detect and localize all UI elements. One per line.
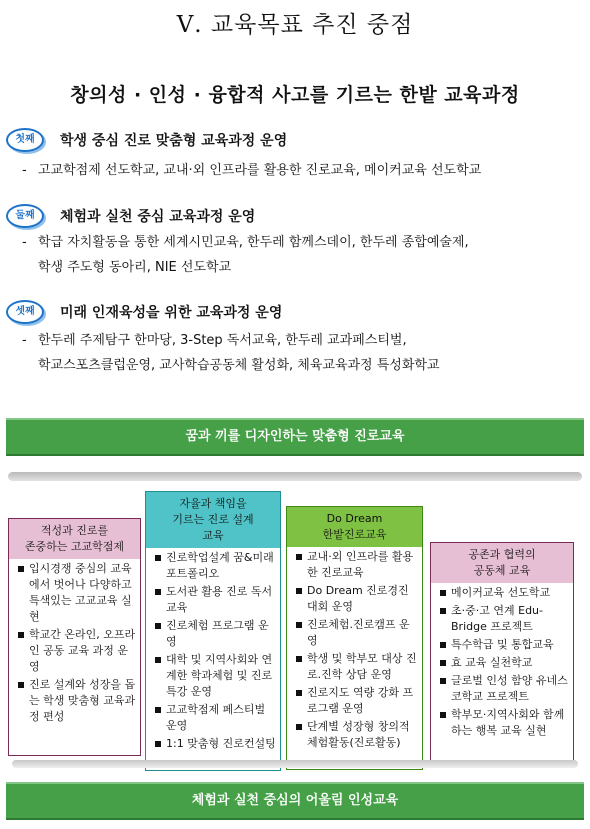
card-self-design [145, 491, 281, 771]
card-career-credit [8, 518, 141, 756]
goal-title: 학생 중심 진로 맞춤형 교육과정 운영 [60, 133, 288, 149]
goal-description: - 고교학점제 선도학교, 교내·외 인프라를 활용한 진로교육, 메이커교육 선도학교 [22, 163, 482, 178]
card-heading: 적성과 진로를 존중하는 고교학점제 [9, 519, 140, 559]
list-item: 도서관 활용 진로 독서교육 [155, 584, 276, 616]
goal-title: 미래 인재육성을 위한 교육과정 운영 [60, 305, 283, 321]
goal-badge: 셋째 [6, 300, 44, 324]
list-item: 특수학급 및 통합교육 [440, 637, 569, 653]
list-item: 진로 설계와 성장을 돕는 학생 맞춤형 교육과정 편성 [18, 677, 136, 725]
goal-title: 체험과 실천 중심 교육과정 운영 [60, 209, 256, 225]
goal-badge: 둘째 [6, 204, 44, 228]
list-item: 교내·외 인프라를 활용한 진로교육 [296, 549, 418, 581]
list-item: 단계별 성장형 창의적 체험활동(진로활동) [296, 719, 418, 751]
top-banner: 꿈과 끼를 디자인하는 맞춤형 진로교육 [6, 418, 584, 456]
card-list [287, 547, 422, 751]
card-list [146, 548, 280, 752]
roof-divider [8, 472, 582, 481]
list-item: 초·중·고 연계 Edu-Bridge 프로젝트 [440, 603, 569, 635]
card-heading: 공존과 협력의 공동체 교육 [431, 543, 573, 583]
card-heading: 자율과 책임을 기르는 진로 설계 교육 [146, 492, 280, 548]
list-item: 진로체험.진로캠프 운영 [296, 617, 418, 649]
goal-description: - 한두레 주제탐구 한마당, 3-Step 독서교육, 한두레 교과페스티벌, 학교스포츠클럽운영, 교사학습공동체 활성화, 체육교육과정 특성화학교 [22, 333, 440, 373]
card-list [9, 559, 140, 725]
list-item: 학생 및 학부모 대상 진로.진학 상담 운영 [296, 651, 418, 683]
page-subtitle: 창의성 · 인성 · 융합적 사고를 기르는 한밭 교육과정 [70, 84, 520, 106]
list-item: 고교학점제 페스티벌 운영 [155, 702, 276, 734]
list-item: 글로벌 인성 함양 유네스코학교 프로젝트 [440, 673, 569, 705]
page-title: Ⅴ. 교육목표 추진 중점 [176, 12, 414, 38]
goal-badge: 첫째 [6, 128, 44, 152]
bottom-banner: 체험과 실천 중심의 어울림 인성교육 [6, 782, 584, 820]
list-item: Do Dream 진로경진대회 운영 [296, 583, 418, 615]
list-item: 대학 및 지역사회와 연계한 학과체험 및 진로특강 운영 [155, 652, 276, 700]
list-item: 1:1 맞춤형 진로컨설팅 [155, 736, 276, 752]
list-item: 진로학업설계 꿈&미래 포트폴리오 [155, 550, 276, 582]
list-item: 학교간 온라인, 오프라인 공동 교육 과정 운영 [18, 627, 136, 675]
list-item: 입시경쟁 중심의 교육에서 벗어나 다양하고 특색있는 고교교육 실현 [18, 561, 136, 625]
card-community [430, 542, 574, 762]
goal-description: - 학급 자치활동을 통한 세계시민교육, 한두레 함께스데이, 한두레 종합예술제, 학생 주도형 동아리, NIE 선도학교 [22, 235, 469, 275]
card-do-dream [286, 506, 423, 770]
ground-divider [12, 760, 578, 768]
list-item: 진로체험 프로그램 운영 [155, 618, 276, 650]
list-item: 진로지도 역량 강화 프로그램 운영 [296, 685, 418, 717]
list-item: 학부모·지역사회와 함께하는 행복 교육 실현 [440, 707, 569, 739]
list-item: 메이커교육 선도학교 [440, 585, 569, 601]
list-item: 효 교육 실천학교 [440, 655, 569, 671]
card-list [431, 583, 573, 739]
card-heading: Do Dream 한밭진로교육 [287, 507, 422, 547]
